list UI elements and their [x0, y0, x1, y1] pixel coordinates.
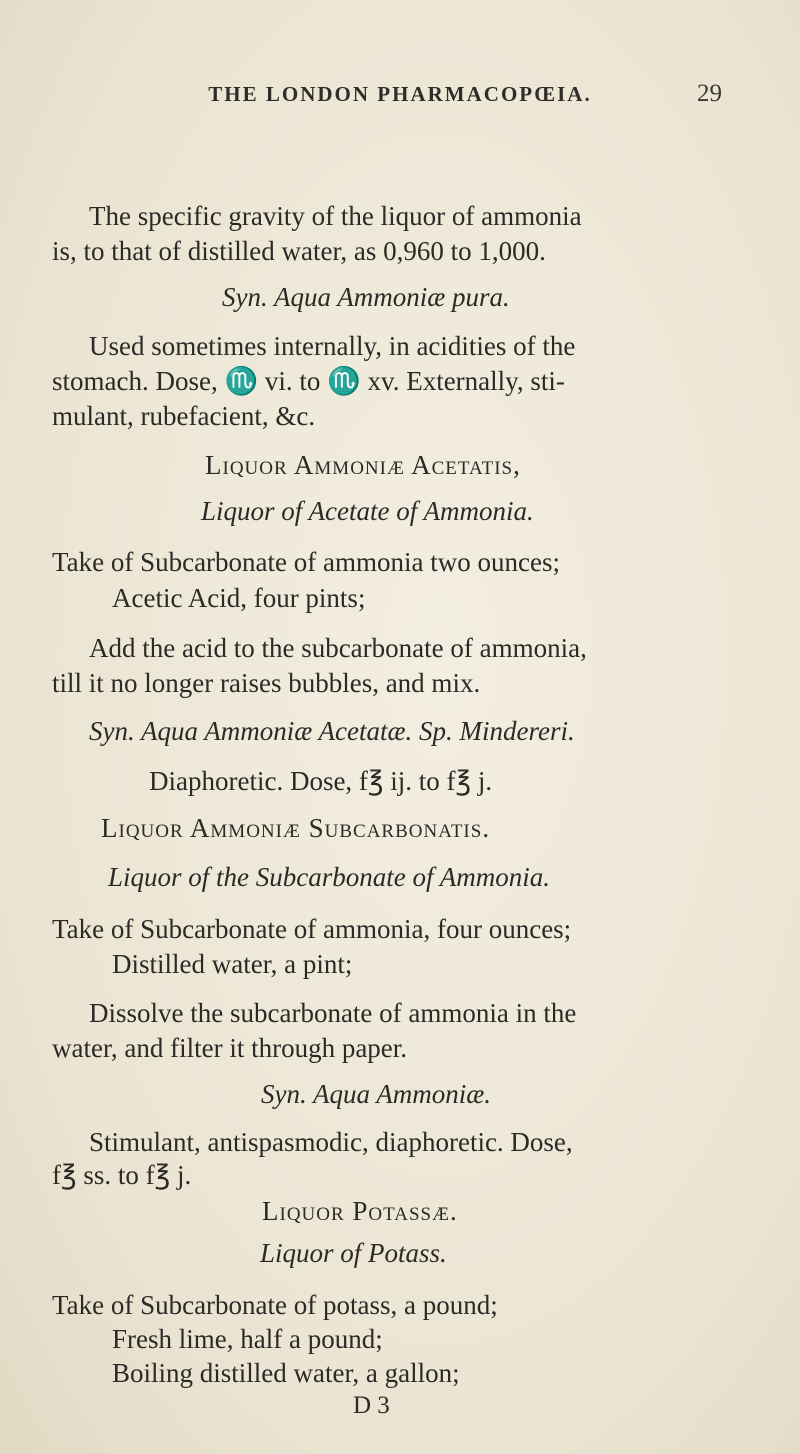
recipe-line: Acetic Acid, four pints; [112, 583, 366, 613]
recipe-line: Boiling distilled water, a gallon; [112, 1358, 460, 1388]
running-title: THE LONDON PHARMACOPŒIA. [208, 82, 592, 106]
paragraph-line: water, and filter it through paper. [52, 1033, 408, 1063]
recipe-line: Take of Subcarbonate of potass, a pound; [52, 1290, 498, 1320]
section-subheading: Liquor of Potass. [260, 1238, 447, 1268]
recipe-line: Take of Subcarbonate of ammonia two ounces; [52, 547, 560, 577]
section-subheading: Liquor of Acetate of Ammonia. [201, 496, 534, 526]
paragraph-line: Dissolve the subcarbonate of ammonia in the [89, 998, 577, 1028]
paragraph-line: f℥ ss. to f℥ j. [52, 1160, 192, 1190]
recipe-line: Distilled water, a pint; [112, 949, 353, 979]
page-number: 29 [697, 80, 722, 107]
section-heading: Liquor Ammoniæ Subcarbonatis. [101, 813, 491, 843]
section-subheading: Liquor of the Subcarbonate of Ammonia. [108, 862, 550, 892]
paragraph-line: Used sometimes internally, in acidities of the [89, 331, 576, 361]
synonym-line: Syn. Aqua Ammoniæ pura. [222, 282, 510, 312]
signature-mark: D 3 [353, 1392, 390, 1419]
paragraph-line: The specific gravity of the liquor of ammonia [89, 201, 582, 231]
paragraph-line: Add the acid to the subcarbonate of ammonia, [89, 633, 587, 663]
section-heading: Liquor Ammoniæ Acetatis, [205, 450, 521, 480]
paragraph-line: mulant, rubefacient, &c. [52, 401, 316, 431]
recipe-line: Fresh lime, half a pound; [112, 1324, 383, 1354]
paragraph-line: stomach. Dose, ♏ vi. to ♏ xv. Externally, sti- [52, 366, 565, 396]
recipe-line: Take of Subcarbonate of ammonia, four ounces; [52, 914, 572, 944]
section-heading: Liquor Potassæ. [262, 1196, 458, 1226]
synonym-line: Syn. Aqua Ammoniæ. [261, 1079, 492, 1109]
synonym-line: Syn. Aqua Ammoniæ Acetatæ. Sp. Mindereri. [89, 716, 575, 746]
paragraph-line: is, to that of distilled water, as 0,960 to 1,000. [52, 236, 546, 266]
paragraph-line: Stimulant, antispasmodic, diaphoretic. Dose, [89, 1127, 573, 1157]
dose-line: Diaphoretic. Dose, f℥ ij. to f℥ j. [149, 766, 493, 796]
paragraph-line: till it no longer raises bubbles, and mix. [52, 668, 481, 698]
